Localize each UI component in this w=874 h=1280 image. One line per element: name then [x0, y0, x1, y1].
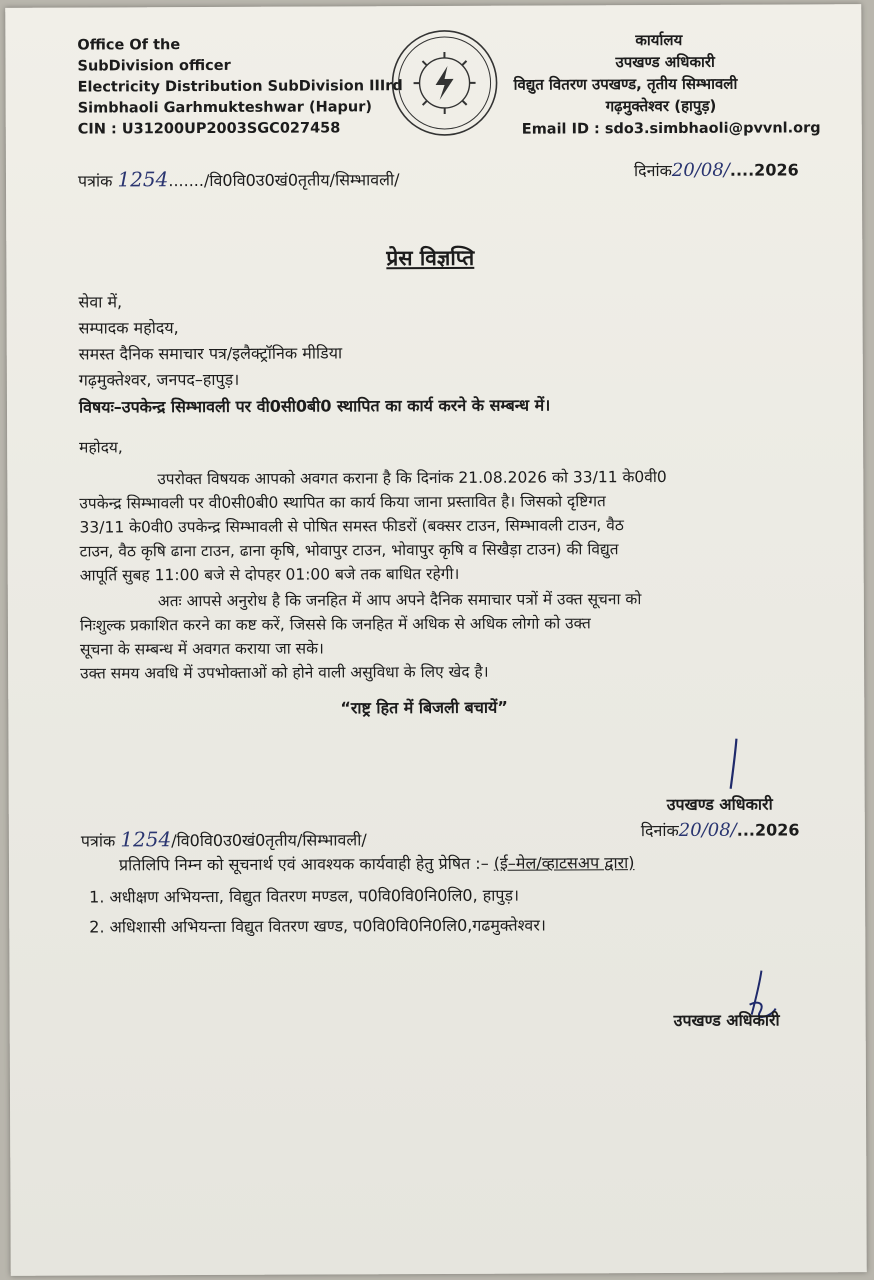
address-line: सम्पादक महोदय,	[78, 318, 179, 338]
paragraph-line: आपूर्ति सुबह 11:00 बजे से दोपहर 01:00 बजे तक बाधित रहेगी।	[79, 564, 460, 585]
paragraph-line: 33/11 के0वी0 उपकेन्द्र सिम्भावली से पोषित समस्त फीडरों (बक्सर टाउन, सिम्भावली टाउन, वैठ	[79, 516, 624, 537]
copy-item: 1. अधीक्षण अभियन्ता, विद्युत वितरण मण्डल, प0वि0वि0नि0लि0, हापुड़।	[89, 885, 520, 907]
reference-date-copy	[641, 818, 800, 841]
paragraph-line: अतः आपसे अनुरोध है कि जनहित में आप अपने दैनिक समाचार पत्रों में उक्त सूचना को	[157, 590, 642, 611]
reference-text: /वि0वि0उ0खं0तृतीय/सिम्भावली/	[171, 830, 367, 851]
office-title-hindi: कार्यालय	[635, 30, 683, 50]
header-line: Simbhaoli Garhmukteshwar (Hapur)	[77, 99, 373, 117]
paragraph-line: सूचना के सम्बन्ध में अवगत कराया जा सके।	[79, 639, 324, 659]
paragraph-line: निःशुल्क प्रकाशित करने का कष्ट करें, जिससे कि जनहित में अधिक से अधिक लोगो को उक्त	[79, 614, 591, 635]
office-location-hindi: गढ़मुक्तेश्वर (हापुड़)	[605, 96, 717, 116]
date-year: ....2026	[729, 160, 799, 180]
copy-mode: (ई–मेल/व्हाटसअप द्वारा)	[493, 853, 635, 873]
address-line: सेवा में,	[78, 292, 123, 312]
signer-designation: उपखण्ड अधिकारी	[673, 1010, 780, 1030]
copy-intro-line	[119, 851, 635, 875]
subject-line: विषयः–उपकेन्द्र सिम्भावली पर वी0सी0बी0 स्थापित का कार्य करने के सम्बन्ध में।	[78, 395, 551, 417]
reference-line	[78, 166, 400, 191]
reference-line-copy	[81, 826, 367, 851]
paragraph-1	[79, 464, 812, 587]
slogan: “राष्ट्र हित में बिजली बचायें”	[340, 697, 508, 718]
header-line: SubDivision officer	[77, 57, 231, 75]
handwritten-date: 20/08/	[671, 159, 730, 181]
paragraph-3: उक्त समय अवधि में उपभोक्ताओं को होने वाली असुविधा के लिए खेद है।	[80, 662, 489, 683]
company-seal-logo	[389, 28, 499, 138]
handwritten-date: 20/08/	[678, 819, 737, 841]
header-line: Office Of the	[77, 37, 181, 54]
reference-date	[634, 158, 799, 181]
letter-page	[5, 4, 867, 1276]
office-division-hindi: विद्युत वितरण उपखण्ड, तृतीय सिम्भावली	[513, 74, 738, 94]
copy-item: 2. अधिशासी अभियन्ता विद्युत वितरण खण्ड, प0वि0वि0नि0लि0,गढमुक्तेश्वर।	[89, 915, 546, 937]
address-line: समस्त दैनिक समाचार पत्र/इलैक्ट्रॉनिक मीडिया	[78, 343, 343, 364]
handwritten-reference-number: 1254	[120, 827, 172, 852]
reference-label: पत्रांक	[77, 171, 113, 191]
signature-mark	[724, 737, 744, 797]
paragraph-line: उपरोक्त विषयक आपको अवगत कराना है कि दिनांक 21.08.2026 को 33/11 के0वी0	[157, 467, 667, 489]
header-line: CIN : U31200UP2003SGC027458	[77, 120, 341, 138]
header-line: Electricity Distribution SubDivision IIIrd	[77, 78, 403, 96]
date-year: ...2026	[736, 820, 800, 840]
paragraph-line: उपकेन्द्र सिम्भावली पर वी0सी0बी0 स्थापित का कार्य किया जाना प्रस्तावित है। जिसको दृष्टिगत	[79, 492, 606, 513]
copy-intro: प्रतिलिपि निम्न को सूचनार्थ एवं आवश्यक कार्यवाही हेतु प्रेषित :–	[118, 853, 489, 875]
page-title: प्रेस विज्ञप्ति	[386, 245, 475, 271]
office-header-english	[77, 34, 403, 140]
paragraph-2	[80, 586, 812, 661]
address-line: गढ़मुक्तेश्वर, जनपद–हापुड़।	[78, 369, 240, 390]
salutation: महोदय,	[79, 438, 123, 457]
signer-designation: उपखण्ड अधिकारी	[666, 794, 773, 814]
office-email: Email ID : sdo3.simbhaoli@pvvnl.org	[521, 120, 821, 138]
date-label: दिनांक	[633, 160, 672, 181]
paragraph-line: टाउन, वैठ कृषि ढाना टाउन, ढाना कृषि, भोवापुर टाउन, भोवापुर कृषि व सिखैड़ा टाउन) की विद्युत	[79, 540, 619, 561]
reference-label: पत्रांक	[80, 831, 116, 851]
address-block	[78, 288, 342, 393]
date-label: दिनांक	[640, 820, 679, 841]
handwritten-reference-number: 1254	[117, 167, 169, 192]
reference-text: ......./वि0वि0उ0खं0तृतीय/सिम्भावली/	[168, 170, 400, 191]
office-designation-hindi: उपखण्ड अधिकारी	[615, 52, 715, 72]
